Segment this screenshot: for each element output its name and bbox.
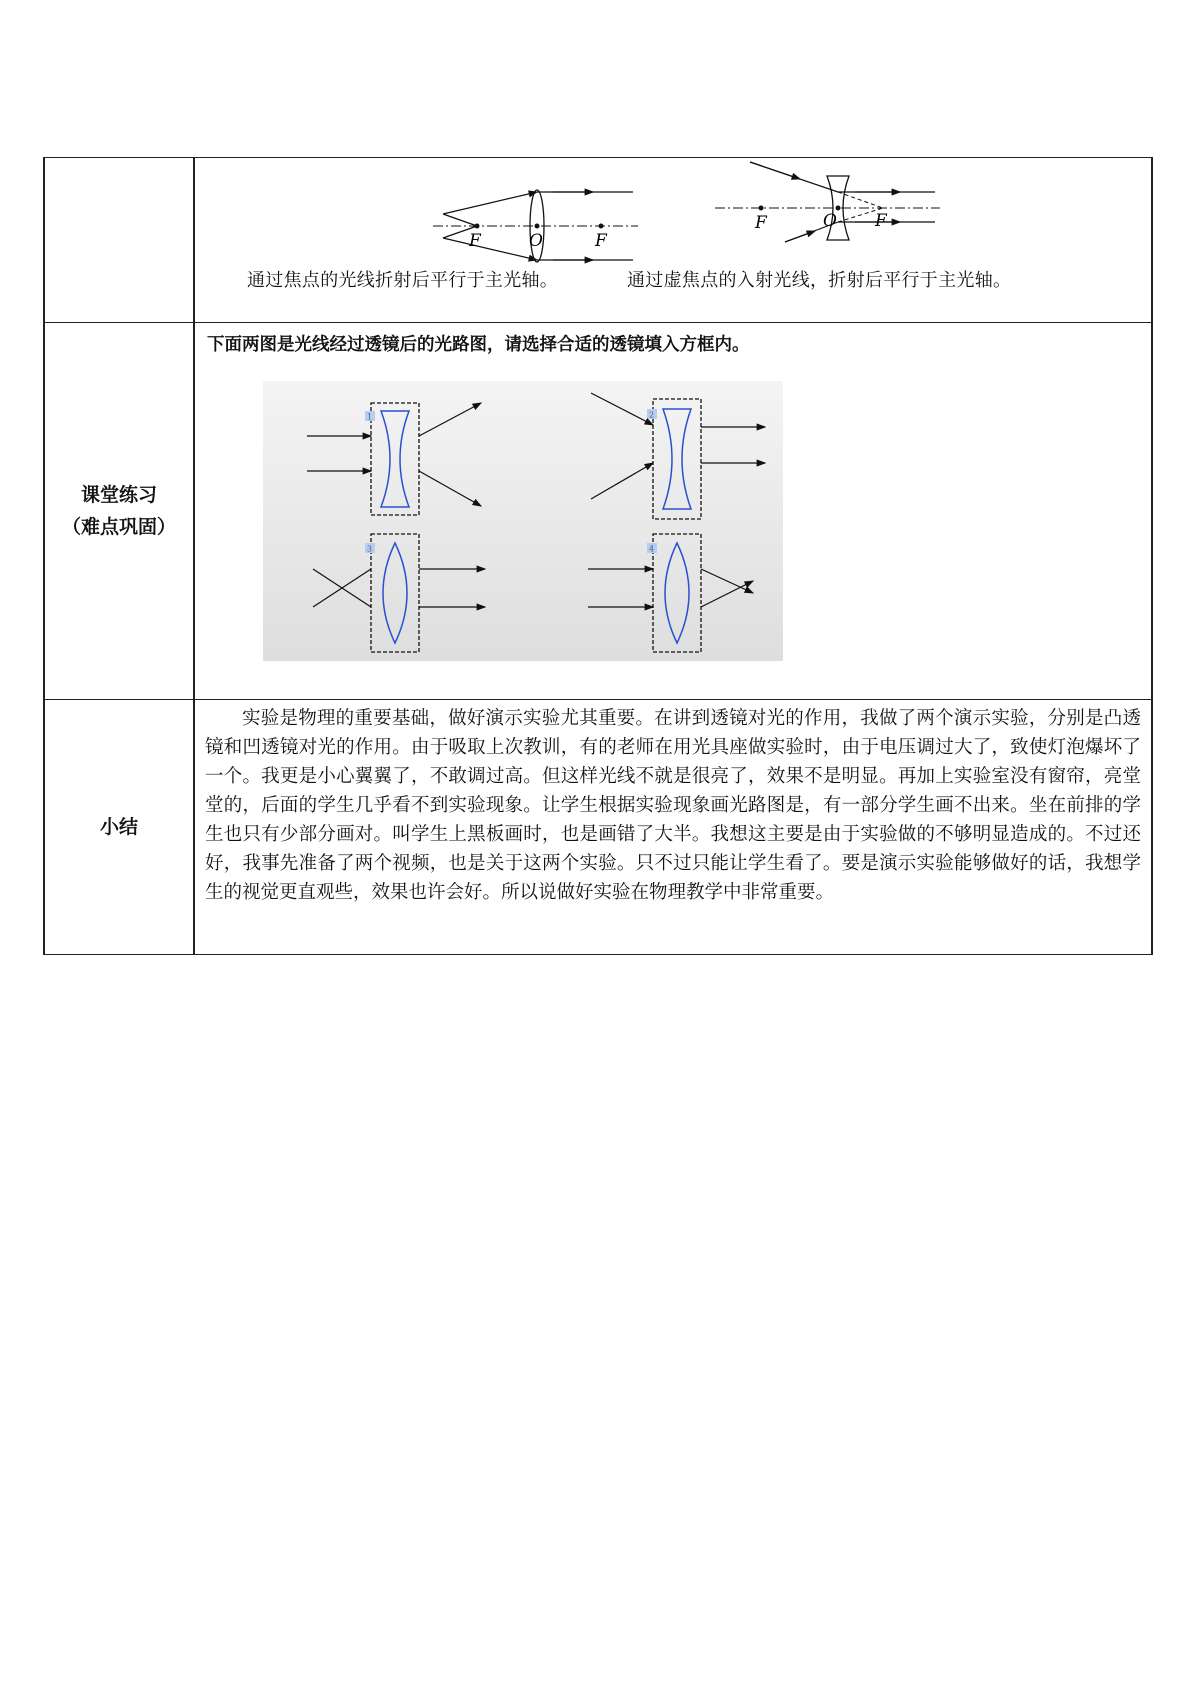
- label-practice-sub: （难点巩固）: [61, 516, 176, 538]
- center-label: O: [823, 211, 837, 231]
- convex-lens-diagram: [433, 188, 643, 268]
- table-row: [44, 323, 1152, 700]
- focus-label-right: F: [595, 231, 607, 251]
- box-label-4: 4: [649, 544, 655, 554]
- box-label-2: 2: [649, 410, 655, 420]
- caption-convex: 通过焦点的光线折射后平行于主光轴。: [247, 270, 559, 291]
- row1-content-cell: [194, 158, 1152, 323]
- row1-label-cell: [44, 158, 194, 323]
- label-practice: 课堂练习: [80, 484, 157, 506]
- concave-lens-diagram: [715, 158, 945, 243]
- row2-label-cell: [44, 323, 194, 700]
- lens-exercise-figure: [263, 381, 783, 661]
- focus-label-left: F: [469, 231, 481, 251]
- table-row: [44, 700, 1152, 955]
- summary-text: 实验是物理的重要基础，做好演示实验尤其重要。在讲到透镜对光的作用，我做了两个演示实验，分别是凸透镜和凹透镜对光的作用。由于吸取上次教训，有的老师在用光具座做实验时，由于电压调过大了，致使灯泡爆坏了一个。我更是小心翼翼了，不敢调过高。但这样光线不就是很亮了，效果不是明显。再加上实验室没有窗帘，亮堂堂的，后面的学生几乎看不到实验现象。让学生根据实验现象画光路图是，有一部分学生画不出来。坐在前排的学生也只有少部分画对。叫学生上黑板画时，也是画错了大半。我想这主要是由于实验做的不够明显造成的。不过还好，我事先准备了两个视频，也是关于这两个实验。只不过只能让学生看了。要是演示实验能够做好的话，我想学生的视觉更直观些，效果也许会好。所以说做好实验在物理教学中非常重要。: [205, 708, 1141, 903]
- center-label: O: [529, 231, 543, 251]
- row3-label-cell: [44, 700, 194, 955]
- caption-concave: 通过虚焦点的入射光线，折射后平行于主光轴。: [627, 270, 1012, 291]
- box-label-3: 3: [367, 544, 373, 554]
- box-label-1: 1: [367, 412, 373, 422]
- lesson-table: [43, 157, 1153, 955]
- label-summary: 小结: [99, 816, 138, 838]
- row2-content-cell: [194, 323, 1152, 700]
- focus-label-left: F: [755, 213, 767, 233]
- focus-label-right: F: [875, 211, 887, 231]
- table-row: [44, 158, 1152, 323]
- row3-content-cell: [194, 700, 1152, 955]
- exercise-question: 下面两图是光线经过透镜后的光路图，请选择合适的透镜填入方框内。: [207, 335, 750, 355]
